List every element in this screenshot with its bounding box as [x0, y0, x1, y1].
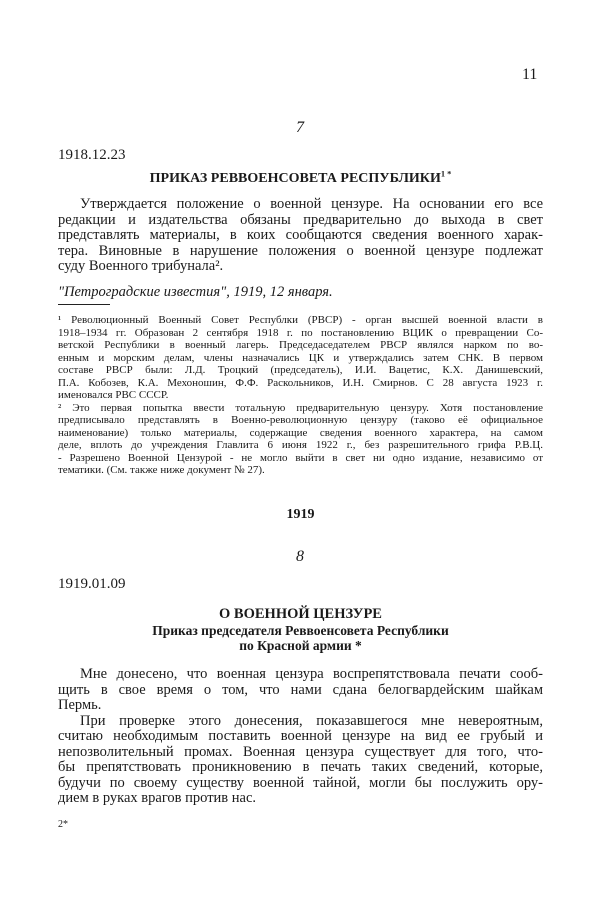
text-line: будучи по своему существу военной тайной, могли бы послужить ору-: [58, 774, 543, 791]
document-body: [58, 667, 543, 807]
text-line: Пермь.: [58, 697, 102, 713]
text-line: тематики. (См. также ниже документ № 27).: [58, 464, 265, 476]
footnotes: [58, 314, 543, 477]
page-number: 11: [522, 66, 538, 83]
text-line: 1918–1934 гг. Образован 2 сентября 1918 г. по постановлению ВЦИК о превращении Со-: [58, 326, 543, 339]
text-line: ² Это первая попытка ввести тотальную предварительную цензуру. Хотя постановление: [58, 401, 543, 414]
text-line: При проверке этого донесения, показавшегося мне невероятным,: [80, 712, 543, 729]
text-line: ¹ Революционный Военный Совет Республки (РВСР) - орган высшей военной власти в: [58, 314, 543, 326]
document-subtitle: Приказ председателя Реввоенсовета Республики: [152, 623, 449, 638]
document-title: [58, 171, 543, 186]
document-date: 1919.01.09: [58, 576, 126, 592]
text-line: именовался РВС СССР.: [58, 389, 169, 401]
text-line: непозволительный промах. Военная цензура существует для того, что-: [58, 743, 543, 760]
document-date: 1918.12.23: [58, 147, 126, 163]
text-line: редакции и издательства обязаны предварительно до выхода в свет: [58, 211, 543, 228]
text-line: наименование) только материалы, содержащие сведения военного характера, на самом: [58, 426, 543, 439]
document-subtitle: по Красной армии *: [239, 638, 362, 653]
text-line: енным и морским делам, члены назначались ЦК и утверждались затем СНК. В первом: [58, 351, 543, 364]
document-number: 7: [296, 119, 304, 136]
text-line: Мне донесено, что военная цензура воспрепятствовала печати сооб-: [80, 666, 543, 682]
text-line: ветской Республики в военный лагерь. Председаседателем РВСР являлся нарком по во-: [58, 339, 543, 351]
text-line: П.А. Кобозев, К.А. Мехоношин, Ф.Ф. Раскольников, И.Н. Смирнов. С 28 августа 1923 г.: [58, 376, 543, 389]
text-line: деле, вплоть до учреждения Главлита 6 июня 1922 г., без разрешительного грифа Р.В.Ц.: [58, 439, 543, 451]
year-heading: 1919: [286, 507, 315, 522]
text-line: - Разрешено Военной Цензурой - не могло выйти в свет ни одно издание, независимо от: [58, 451, 543, 464]
source-citation: "Петроградские известия", 1919, 12 января.: [58, 284, 333, 300]
document-title: О ВОЕННОЙ ЦЕНЗУРЕ: [219, 606, 382, 622]
footnote-ref: 1 *: [440, 169, 452, 179]
text-line: Утверждается положение о военной цензуре. На основании его все: [80, 196, 543, 212]
text-line: бы препятствовать проникновению в печать таких сведений, которые,: [58, 759, 543, 775]
text-line: считаю необходимым поставить военной цензуре на вид ее грубый и: [58, 728, 543, 744]
text-line: предписывало представлять в Военно-революционную цензуру (таково её официальное: [58, 414, 543, 426]
text-line: щить в свое время о том, что нами сдана белогвардейским шайкам: [58, 681, 543, 698]
text-line: тера. Виновные в нарушение положения о военной цензуре подлежат: [58, 242, 543, 259]
text-line: составе РВСР были: Л.Д. Троцкий (председатель), И.И. Вацетис, К.Х. Данишевский,: [58, 364, 543, 376]
title-text: ПРИКАЗ РЕВВОЕНСОВЕТА РЕСПУБЛИКИ: [149, 171, 441, 186]
text-line: суду Военного трибунала².: [58, 258, 224, 274]
footnote-divider: [58, 304, 110, 305]
document-body: [58, 197, 543, 275]
text-line: дием в руках врагов против нас.: [58, 790, 257, 806]
document-number: 8: [296, 548, 304, 565]
text-line: представлять материалы, в коих сообщаются сведения военного харак-: [58, 227, 543, 243]
signature-mark: 2*: [58, 819, 68, 830]
